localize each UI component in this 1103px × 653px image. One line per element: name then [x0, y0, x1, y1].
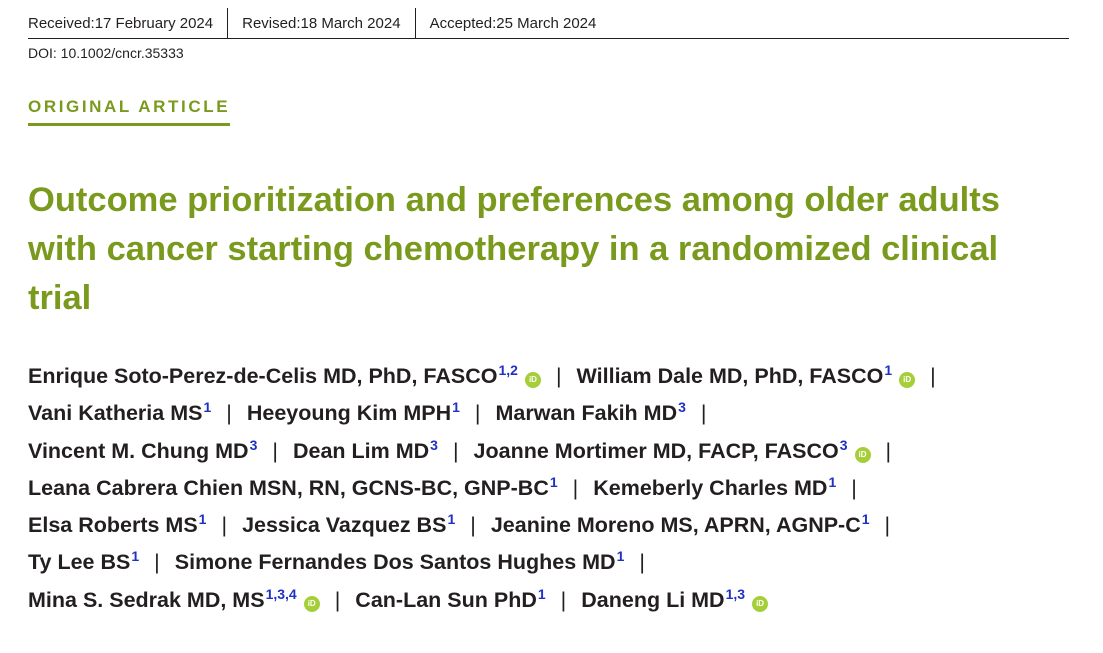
author-line — [28, 544, 1078, 581]
revised-date — [227, 8, 414, 38]
orcid-icon[interactable]: iD — [855, 447, 871, 463]
author-separator: | — [884, 513, 891, 538]
doi — [28, 45, 184, 61]
author — [473, 436, 871, 463]
affiliation-marker[interactable]: 1 — [549, 473, 558, 490]
received-value: 17 February 2024 — [94, 14, 214, 32]
author-name: Elsa Roberts MS — [28, 513, 198, 538]
affiliation-marker[interactable]: 3 — [249, 436, 258, 453]
author-separator: | — [930, 364, 936, 388]
author-separator: | — [700, 401, 707, 426]
author — [292, 436, 438, 463]
affiliation-marker[interactable]: 3 — [839, 436, 848, 453]
author-line — [28, 507, 1078, 544]
author — [28, 401, 211, 425]
author-name: Marwan Fakih MD — [495, 401, 678, 426]
author-name: Kemeberly Charles MD — [593, 475, 828, 500]
author — [355, 585, 546, 612]
author-name: Jeanine Moreno MS, APRN, AGNP-C — [490, 513, 861, 538]
article-history — [28, 8, 1069, 39]
author-name: Dean Lim MD — [292, 438, 430, 463]
author — [28, 364, 541, 388]
author-name: Daneng Li MD — [581, 587, 725, 612]
orcid-icon[interactable]: iD — [304, 596, 320, 612]
author — [496, 401, 686, 425]
article-title: Outcome prioritization and preferences among older adults with cancer starting chemotherapy in a randomized clinical trial — [28, 181, 1000, 317]
affiliation-marker[interactable]: 1 — [537, 585, 546, 602]
affiliation-marker[interactable]: 3 — [678, 399, 686, 416]
accepted-value: 25 March 2024 — [496, 14, 597, 32]
affiliation-marker[interactable]: 1 — [447, 511, 456, 528]
affiliation-marker[interactable]: 1 — [828, 473, 837, 490]
author — [175, 550, 625, 574]
affiliation-marker[interactable]: 1 — [203, 399, 212, 416]
affiliation-marker[interactable]: 1 — [616, 548, 625, 565]
author — [491, 513, 870, 537]
accepted-label: Accepted: — [429, 14, 497, 32]
orcid-icon[interactable]: iD — [525, 372, 541, 388]
author-line — [28, 582, 1078, 619]
author-name: Mina S. Sedrak MD, MS — [28, 587, 265, 612]
author-name: Joanne Mortimer MD, FACP, FASCO — [473, 438, 839, 463]
accepted-date — [415, 8, 611, 38]
author-name: Can-Lan Sun PhD — [355, 587, 537, 612]
author — [577, 364, 916, 388]
doi-link[interactable]: 10.1002/cncr.35333 — [60, 45, 184, 61]
author — [28, 473, 558, 500]
orcid-icon[interactable]: iD — [899, 372, 915, 388]
author-separator: | — [334, 587, 341, 612]
author-line — [28, 395, 1078, 432]
affiliation-marker[interactable]: 1 — [861, 511, 870, 528]
affiliation-marker[interactable]: 1,3 — [725, 585, 746, 602]
author-name: William Dale MD, PhD, FASCO — [576, 364, 884, 388]
affiliation-marker[interactable]: 1 — [884, 362, 893, 378]
received-label: Received: — [28, 14, 95, 32]
author-line — [28, 358, 1078, 395]
revised-value: 18 March 2024 — [300, 14, 401, 32]
author — [581, 585, 768, 612]
revised-label: Revised: — [242, 14, 301, 32]
author — [247, 401, 460, 425]
author-name: Simone Fernandes Dos Santos Hughes MD — [174, 550, 616, 575]
author — [28, 513, 206, 537]
author-name: Vani Katheria MS — [28, 401, 203, 426]
author-name: Leana Cabrera Chien MSN, RN, GCNS-BC, GNP-BC — [28, 475, 549, 500]
author-separator: | — [851, 475, 857, 500]
author-name: Enrique Soto-Perez-de-Celis MD, PhD, FASCO — [28, 364, 498, 388]
author — [593, 473, 837, 500]
author-line — [28, 433, 1078, 470]
author-name: Heeyoung Kim MPH — [246, 401, 452, 426]
author-separator: | — [639, 550, 645, 575]
affiliation-marker[interactable]: 1,2 — [498, 362, 518, 378]
author-line — [28, 470, 1078, 507]
author — [242, 513, 455, 537]
author-separator: | — [555, 364, 562, 388]
received-date — [28, 8, 227, 38]
author-separator: | — [470, 513, 476, 538]
author-separator: | — [272, 438, 278, 463]
author-separator: | — [452, 438, 459, 463]
author — [28, 585, 320, 612]
author-name: Jessica Vazquez BS — [242, 513, 447, 538]
author-separator: | — [226, 401, 232, 426]
author-name: Vincent M. Chung MD — [28, 438, 249, 463]
author-separator: | — [474, 401, 481, 426]
affiliation-marker[interactable]: 1 — [452, 399, 460, 416]
affiliation-marker[interactable]: 1 — [198, 511, 207, 528]
author-separator: | — [221, 513, 228, 538]
author-separator: | — [154, 550, 160, 575]
orcid-icon[interactable]: iD — [752, 596, 768, 612]
affiliation-marker[interactable]: 3 — [430, 436, 438, 453]
author-list — [28, 358, 1078, 619]
author-separator: | — [885, 438, 892, 463]
author — [28, 550, 139, 574]
author-separator: | — [572, 475, 579, 500]
author — [28, 436, 258, 463]
author-name: Ty Lee BS — [28, 550, 131, 575]
doi-label: DOI: — [28, 45, 57, 61]
affiliation-marker[interactable]: 1 — [131, 548, 140, 565]
affiliation-marker[interactable]: 1,3,4 — [265, 585, 297, 602]
section-label: ORIGINAL ARTICLE — [28, 97, 230, 126]
author-separator: | — [560, 587, 567, 612]
